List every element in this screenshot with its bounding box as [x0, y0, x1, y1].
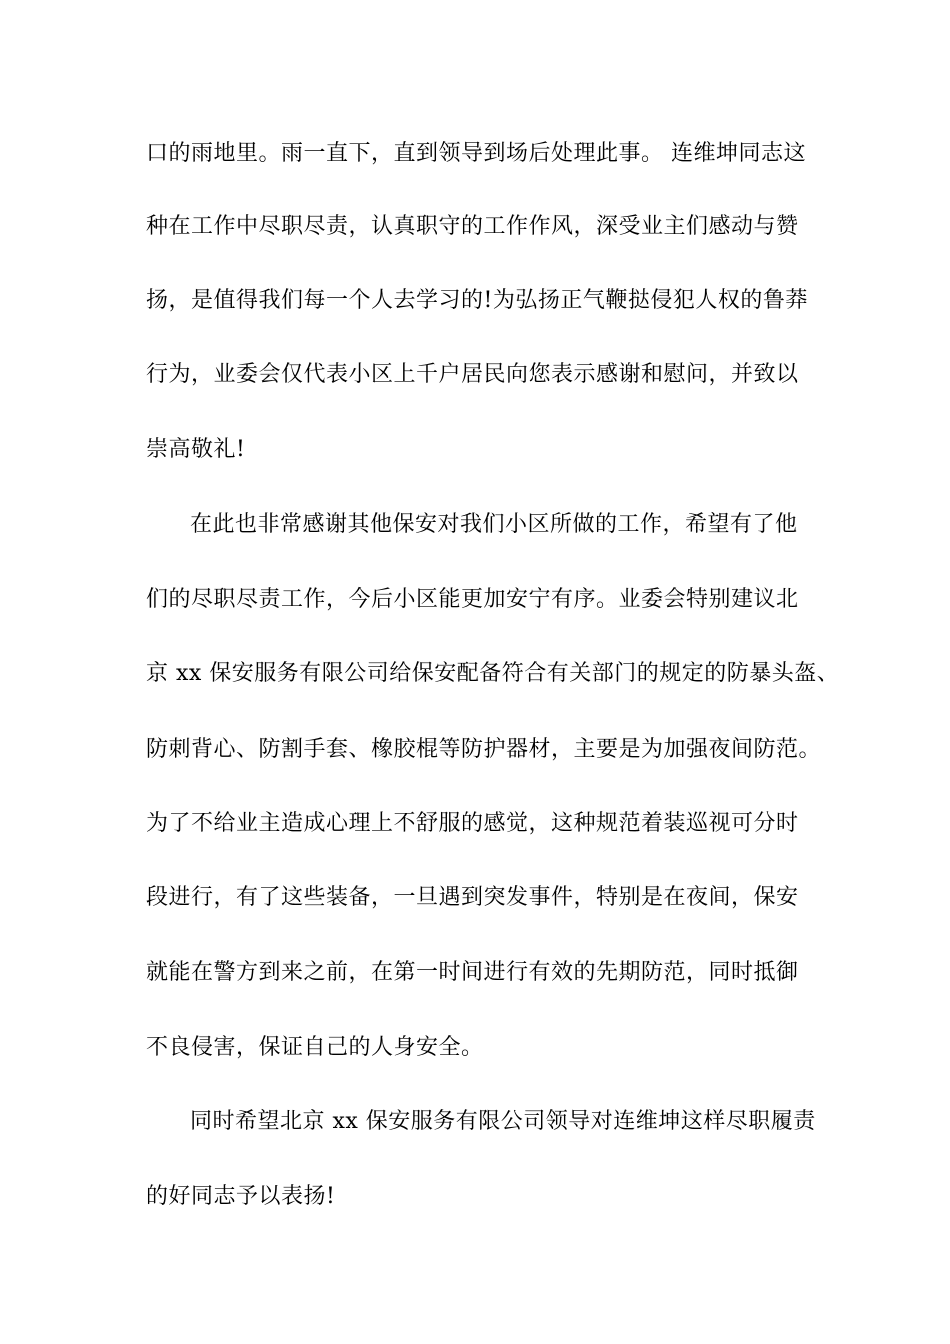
text-line: 就能在警方到来之前，在第一时间进行有效的先期防范，同时抵御: [146, 960, 799, 985]
text-line: 京 xx 保安服务有限公司给保安配备符合有关部门的规定的防暴头盔、: [146, 661, 840, 686]
text-line: 口的雨地里。雨一直下，直到领导到场后处理此事。 连维坤同志这: [146, 141, 806, 166]
text-line: 防刺背心、防割手套、橡胶棍等防护器材，主要是为加强夜间防范。: [146, 737, 822, 762]
paragraph-start-line: 同时希望北京 xx 保安服务有限公司领导对连维坤这样尽职履责: [190, 1109, 816, 1134]
text-line: 扬，是值得我们每一个人去学习的!为弘扬正气鞭挞侵犯人权的鲁莽: [146, 288, 808, 313]
text-line: 们的尽职尽责工作，今后小区能更加安宁有序。业委会特别建议北: [146, 587, 799, 612]
text-line: 崇高敬礼!: [146, 437, 246, 462]
text-line: 为了不给业主造成心理上不舒服的感觉，这种规范着装巡视可分时: [146, 811, 799, 836]
text-line: 不良侵害，保证自己的人身安全。: [146, 1035, 484, 1060]
text-line: 种在工作中尽职尽责，认真职守的工作作风，深受业主们感动与赞: [146, 214, 799, 239]
text-line: 段进行，有了这些装备，一旦遇到突发事件，特别是在夜间，保安: [146, 885, 799, 910]
text-line: 行为，业委会仅代表小区上千户居民向您表示感谢和慰问，并致以: [146, 362, 799, 387]
paragraph-start-line: 在此也非常感谢其他保安对我们小区所做的工作，希望有了他: [190, 512, 798, 537]
text-line: 的好同志予以表扬!: [146, 1184, 336, 1209]
